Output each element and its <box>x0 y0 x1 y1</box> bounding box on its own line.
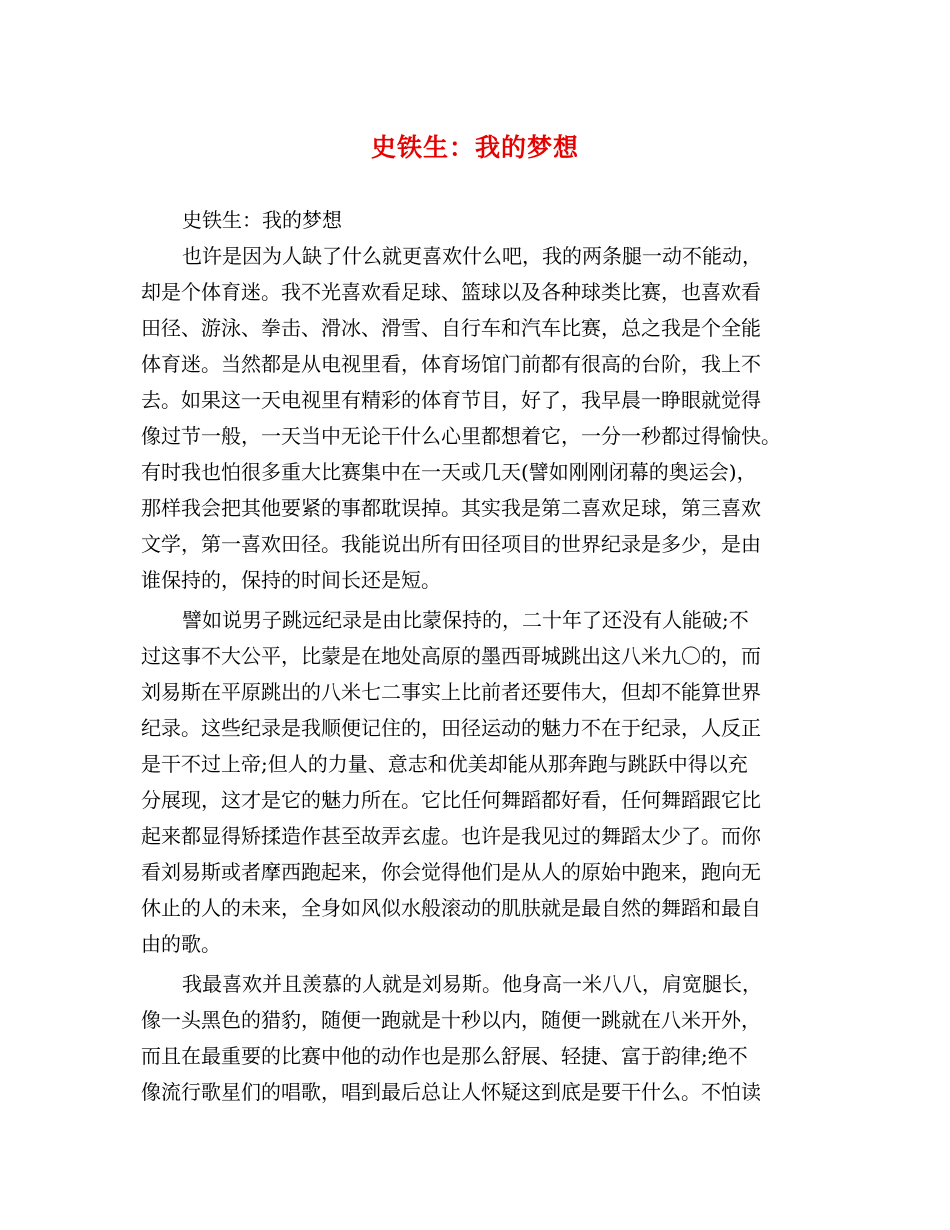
text-line: 体育迷。当然都是从电视里看，体育场馆门前都有很高的台阶，我上不 <box>141 352 761 376</box>
text-line: 文学，第一喜欢田径。我能说出所有田径项目的世界纪录是多少，是由 <box>141 532 761 556</box>
text-line: 却是个体育迷。我不光喜欢看足球、篮球以及各种球类比赛，也喜欢看 <box>141 280 761 304</box>
text-line: 而且在最重要的比赛中他的动作也是那么舒展、轻捷、富于韵律;绝不 <box>141 1044 748 1068</box>
text-line: 纪录。这些纪录是我顺便记住的，田径运动的魅力不在于纪录，人反正 <box>141 716 761 740</box>
text-line: 看刘易斯或者摩西跑起来，你会觉得他们是从人的原始中跑来，跑向无 <box>141 860 761 884</box>
text-line: 我最喜欢并且羡慕的人就是刘易斯。他身高一米八八，肩宽腿长， <box>182 972 762 996</box>
text-line: 由的歌。 <box>141 932 221 956</box>
text-line: 像过节一般，一天当中无论干什么心里都想着它，一分一秒都过得愉快。 <box>141 424 781 448</box>
text-line: 譬如说男子跳远纪录是由比蒙保持的，二十年了还没有人能破;不 <box>182 608 749 632</box>
text-line: 谁保持的，保持的时间长还是短。 <box>141 568 441 592</box>
text-line: 田径、游泳、拳击、滑冰、滑雪、自行车和汽车比赛，总之我是个全能 <box>141 316 761 340</box>
text-line: 像一头黑色的猎豹，随便一跑就是十秒以内，随便一跳就在八米开外， <box>141 1008 761 1032</box>
page-title: 史铁生：我的梦想 <box>370 133 579 162</box>
text-line: 那样我会把其他要紧的事都耽误掉。其实我是第二喜欢足球，第三喜欢 <box>141 496 761 520</box>
text-line: 刘易斯在平原跳出的八米七二事实上比前者还要伟大，但却不能算世界 <box>141 680 761 704</box>
text-line: 起来都显得矫揉造作甚至故弄玄虚。也许是我见过的舞蹈太少了。而你 <box>141 824 761 848</box>
article-body <box>141 202 831 1110</box>
text-line: 休止的人的未来，全身如风似水般滚动的肌肤就是最自然的舞蹈和最自 <box>141 896 761 920</box>
article-subtitle: 史铁生：我的梦想 <box>182 208 342 232</box>
paragraph-3 <box>141 966 831 1110</box>
text-line: 像流行歌星们的唱歌，唱到最后总让人怀疑这到底是要干什么。不怕读 <box>141 1080 761 1104</box>
text-line: 去。如果这一天电视里有精彩的体育节目，好了，我早晨一睁眼就觉得 <box>141 388 761 412</box>
text-line: 是干不过上帝;但人的力量、意志和优美却能从那奔跑与跳跃中得以充 <box>141 752 748 776</box>
text-line: 有时我也怕很多重大比赛集中在一天或几天(譬如刚刚闭幕的奥运会)， <box>141 460 757 484</box>
text-line: 过这事不大公平，比蒙是在地处高原的墨西哥城跳出这八米九〇的，而 <box>141 644 761 668</box>
paragraph-1 <box>141 238 831 598</box>
paragraph-2 <box>141 602 831 962</box>
text-line: 也许是因为人缺了什么就更喜欢什么吧，我的两条腿一动不能动， <box>182 244 762 268</box>
text-line: 分展现，这才是它的魅力所在。它比任何舞蹈都好看，任何舞蹈跟它比 <box>141 788 761 812</box>
